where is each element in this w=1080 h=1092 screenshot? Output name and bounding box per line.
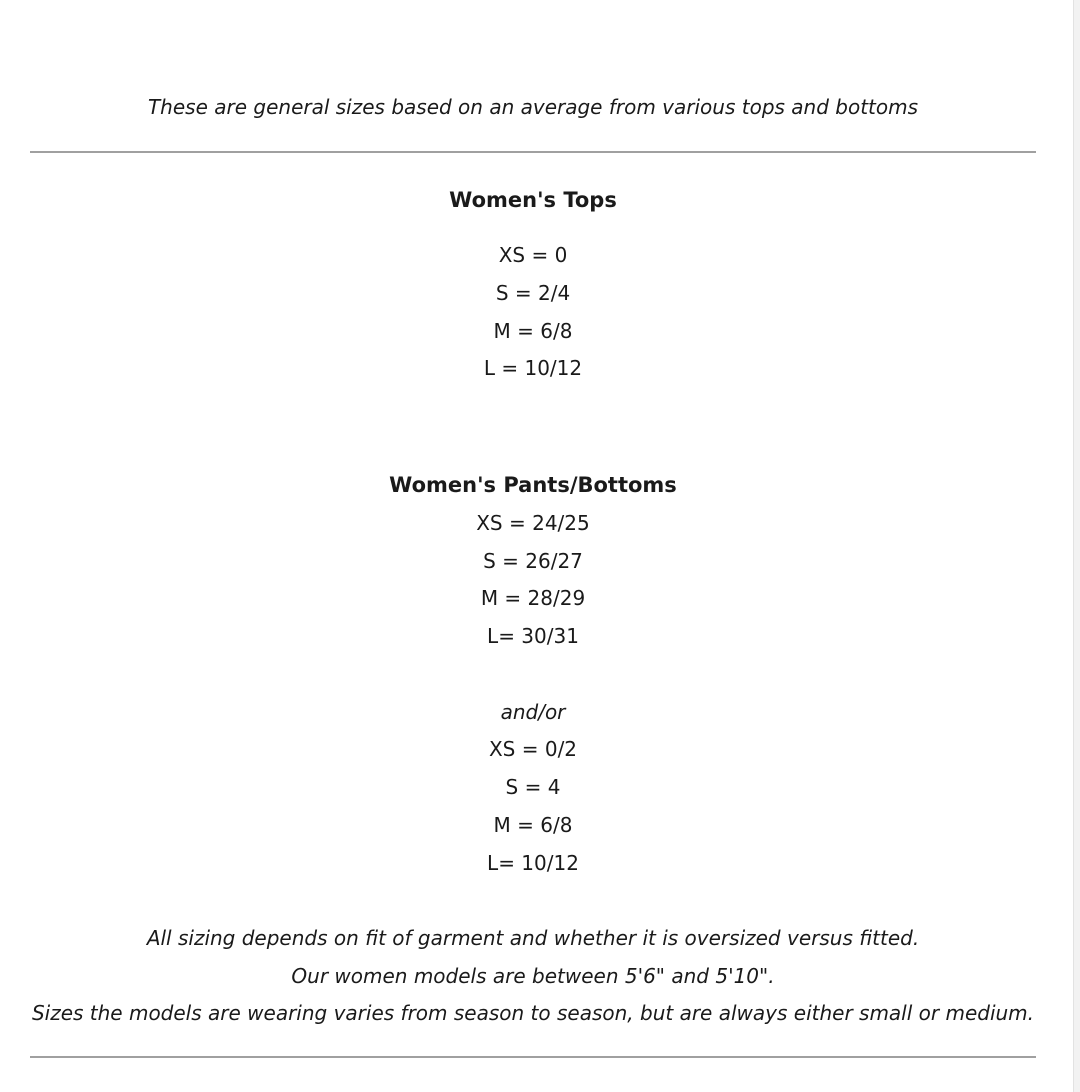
bottoms-alt-size-xs: XS = 0/2 [488,737,578,761]
bottoms-size-s: S = 26/27 [483,549,583,573]
note-fit: All sizing depends on fit of garment and whether it is oversized versus fitted. [146,926,920,950]
intro-text: These are general sizes based on an average from various tops and bottoms [147,95,919,119]
bottoms-size-m: M = 28/29 [480,586,586,610]
tops-size-xs: XS = 0 [498,243,568,267]
bottoms-alt-size-s: S = 4 [505,775,561,799]
top-divider [30,151,1036,153]
bottoms-alt-size-m: M = 6/8 [493,813,573,837]
note-model-height: Our women models are between 5'6" and 5'10". [291,964,775,988]
tops-size-s: S = 2/4 [495,281,571,305]
bottoms-size-xs: XS = 24/25 [476,511,590,535]
bottom-divider [30,1056,1036,1058]
note-model-sizes: Sizes the models are wearing varies from season to season, but are always either small or medium. [31,1001,1035,1025]
tops-heading: Women's Tops [449,188,617,212]
scrollbar-edge[interactable] [1073,0,1080,1092]
bottoms-alt-size-l: L= 10/12 [487,851,579,875]
bottoms-heading: Women's Pants/Bottoms [389,473,677,497]
tops-size-l: L = 10/12 [483,356,583,380]
and-or-label: and/or [500,700,566,724]
tops-size-m: M = 6/8 [493,319,573,343]
bottoms-size-l: L= 30/31 [487,624,579,648]
